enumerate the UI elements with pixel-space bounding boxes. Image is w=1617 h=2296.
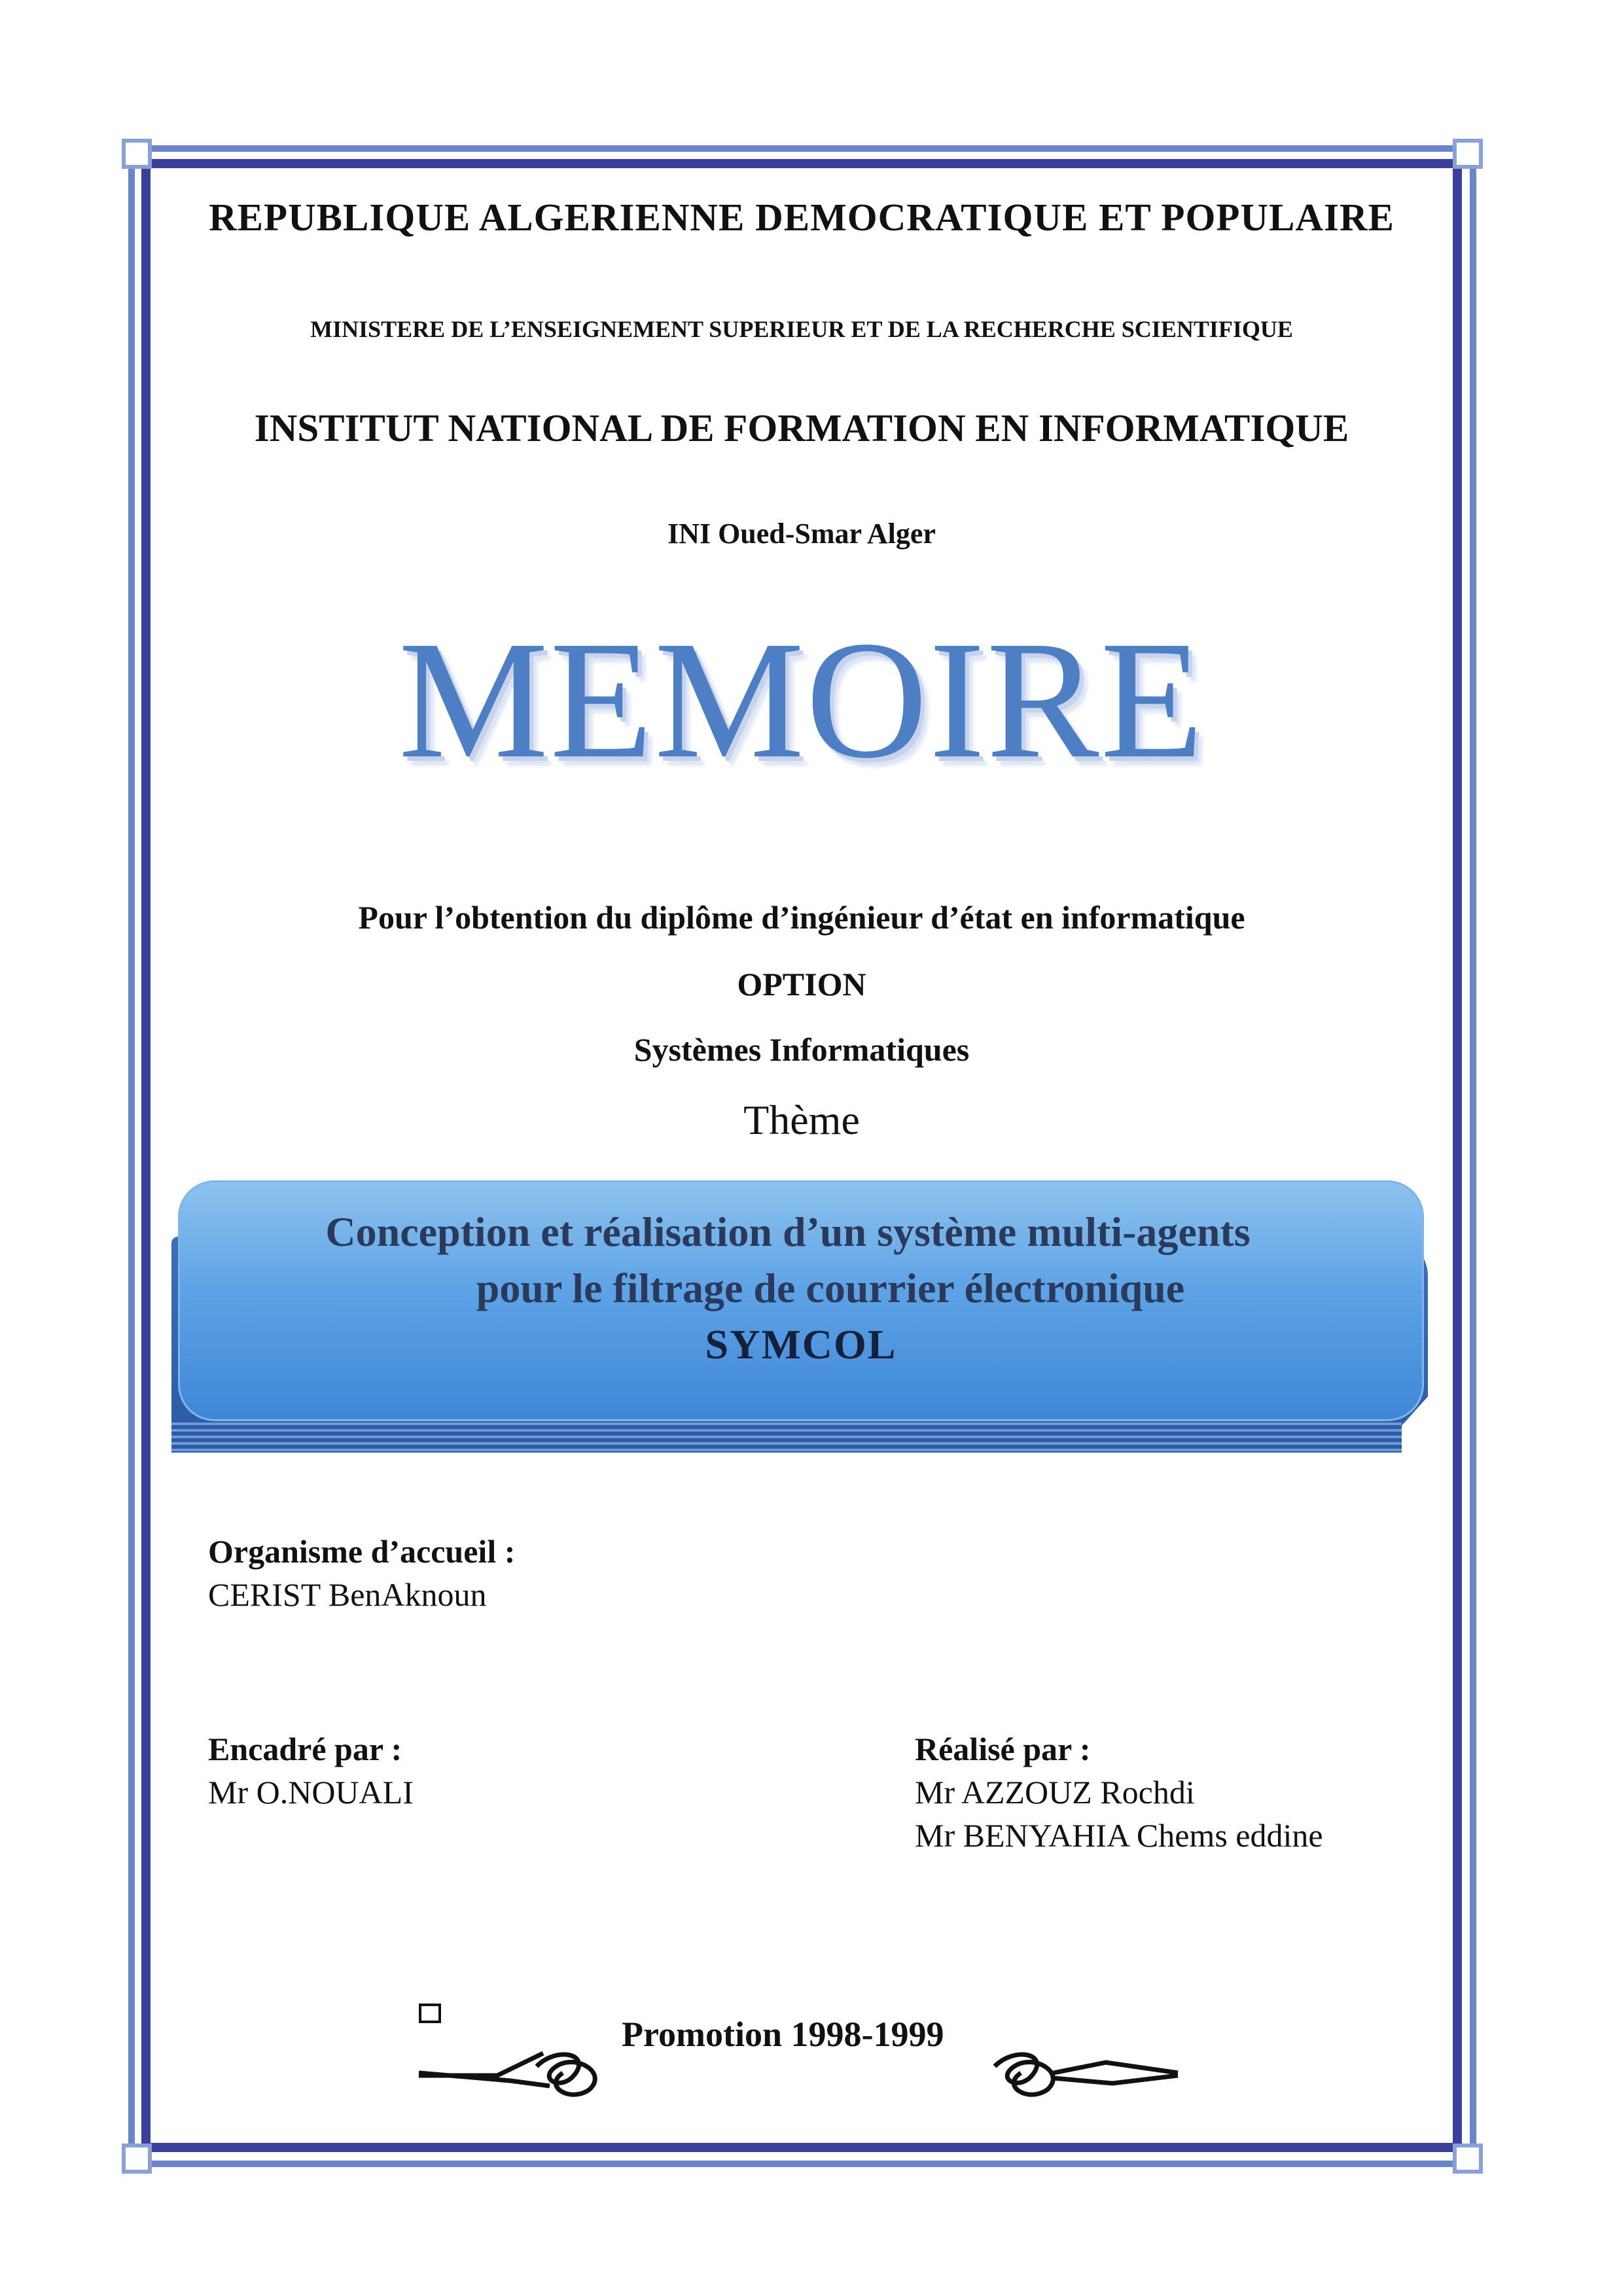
right-flourish-icon bbox=[995, 2055, 1178, 2094]
supervisor-label: Encadré par : bbox=[208, 1731, 402, 1767]
ministry-heading: MINISTERE DE L’ENSEIGNEMENT SUPERIEUR ET DE LA RECHERCHE SCIENTIFIQUE bbox=[310, 316, 1293, 342]
theme-title bbox=[178, 1204, 1424, 1373]
option-value: Systèmes Informatiques bbox=[633, 1031, 970, 1068]
border-corner-ornament bbox=[122, 2144, 152, 2174]
authors bbox=[915, 1727, 1323, 1857]
border-corner-ornament bbox=[122, 139, 152, 169]
author-name: Mr BENYAHIA Chems eddine bbox=[915, 1817, 1323, 1854]
promotion-ornament bbox=[0, 2047, 1617, 2099]
left-flourish-icon bbox=[419, 2053, 595, 2094]
supervisor-name: Mr O.NOUALI bbox=[208, 1774, 414, 1810]
supervisor bbox=[208, 1727, 414, 1814]
diploma-purpose: Pour l’obtention du diplôme d’ingénieur d’état en informatique bbox=[358, 899, 1245, 936]
institute-heading: INSTITUT NATIONAL DE FORMATION EN INFORMATIQUE bbox=[254, 406, 1349, 450]
author-name: Mr AZZOUZ Rochdi bbox=[915, 1774, 1195, 1810]
promotion-year: Promotion 1998-1999 bbox=[622, 2015, 944, 2054]
host-organization-value: CERIST BenAknoun bbox=[208, 1576, 487, 1613]
theme-label: Thème bbox=[743, 1097, 860, 1143]
border-corner-ornament bbox=[1453, 2144, 1483, 2174]
border-corner-ornament bbox=[1453, 139, 1483, 169]
theme-banner-stripes bbox=[171, 1419, 1402, 1453]
theme-title-line1: Conception et réalisation d’un système multi-agents bbox=[325, 1209, 1251, 1255]
host-organization bbox=[208, 1530, 515, 1616]
republic-heading: REPUBLIQUE ALGERIENNE DEMOCRATIQUE ET POPULAIRE bbox=[209, 196, 1395, 239]
small-square-icon bbox=[419, 2004, 441, 2023]
theme-acronym: SYMCOL bbox=[705, 1321, 897, 1368]
theme-title-line2: pour le filtrage de courrier électronique bbox=[476, 1265, 1185, 1311]
document-title: MEMOIRE bbox=[398, 606, 1205, 793]
option-label: OPTION bbox=[737, 966, 866, 1002]
institute-location: INI Oued-Smar Alger bbox=[667, 518, 936, 550]
authors-label: Réalisé par : bbox=[915, 1731, 1091, 1767]
host-organization-label: Organisme d’accueil : bbox=[208, 1533, 516, 1570]
